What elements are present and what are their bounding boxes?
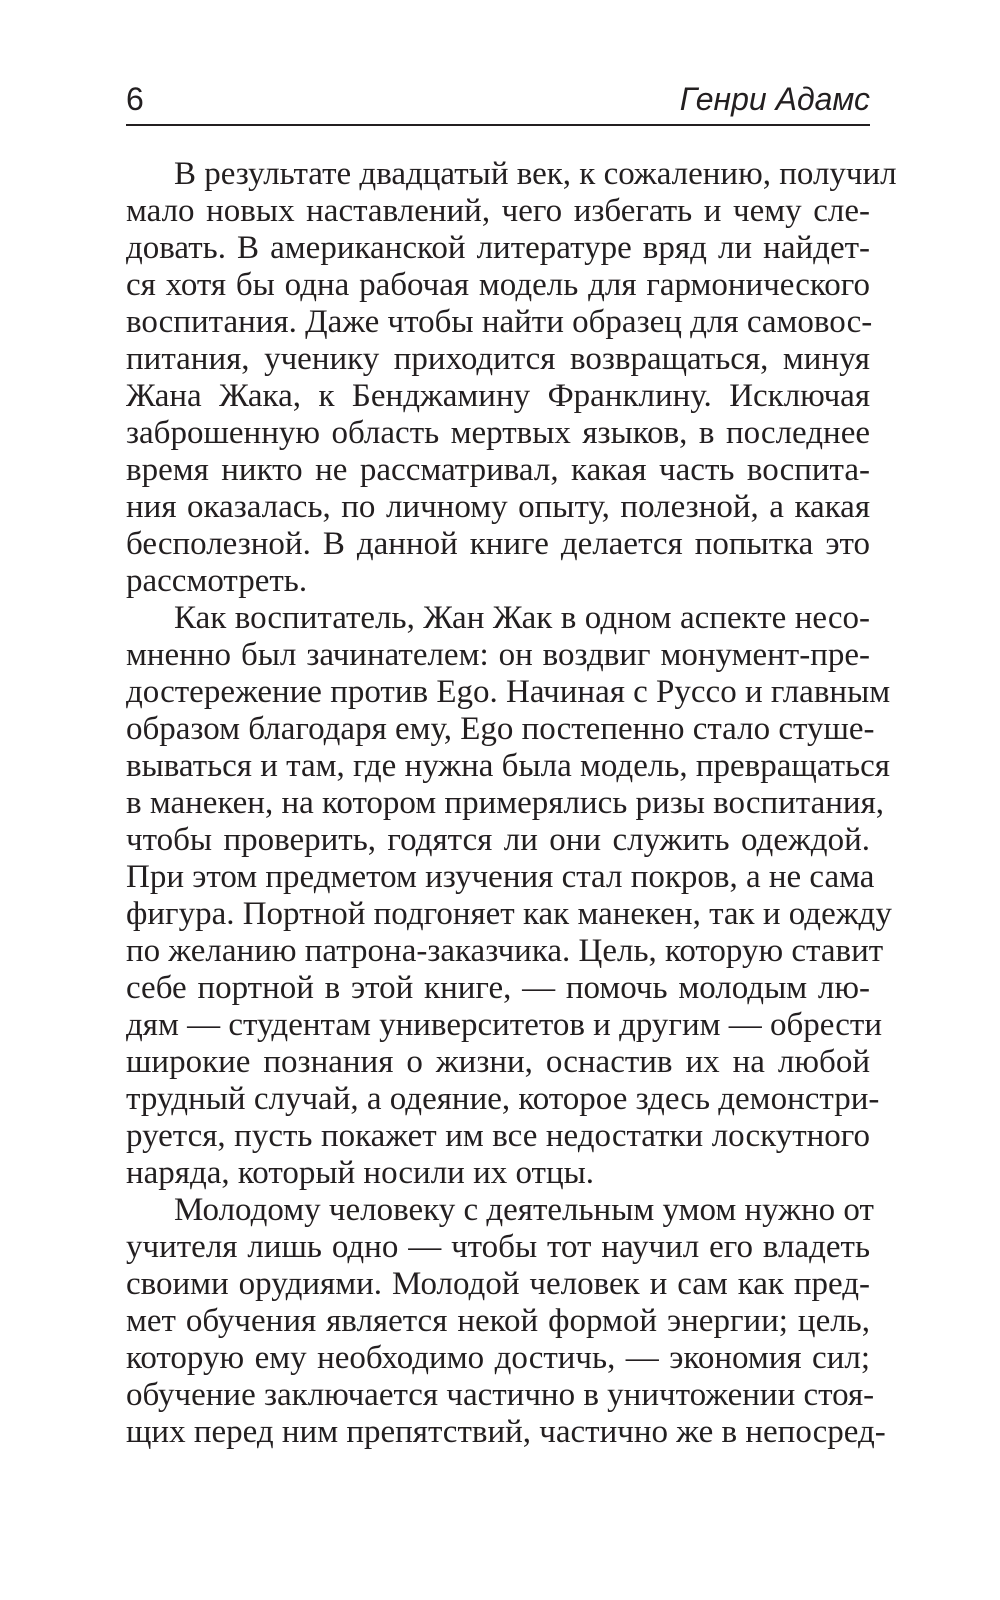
text-line: Жана Жака, к Бенджамину Франклину. Исключая	[126, 378, 870, 414]
text-line: трудный случай, а одеяние, которое здесь демонстри-	[126, 1081, 880, 1117]
text-line: питания, ученику приходится возвращаться, минуя	[126, 341, 870, 377]
text-line: бесполезной. В данной книге делается попытка это	[126, 526, 870, 562]
text-line: В результате двадцатый век, к сожалению, получил	[174, 156, 897, 192]
paragraph	[126, 156, 897, 600]
text-line: щих перед ним препятствий, частично же в непосред-	[126, 1414, 886, 1450]
text-line: ся хотя бы одна рабочая модель для гармонического	[126, 267, 870, 303]
page-number: 6	[126, 81, 144, 117]
text-line: широкие познания о жизни, оснастив их на любой	[126, 1044, 870, 1080]
text-line: наряда, который носили их отцы.	[126, 1155, 595, 1191]
text-line: которую ему необходимо достичь, — экономия сил;	[126, 1340, 870, 1376]
text-line: учителя лишь одно — чтобы тот научил его владеть	[126, 1229, 870, 1265]
text-line: мет обучения является некой формой энергии; цель,	[126, 1303, 870, 1339]
text-line: При этом предметом изучения стал покров, а не сама	[126, 859, 875, 895]
text-line: довать. В американской литературе вряд ли найдет-	[126, 230, 870, 266]
text-line: достережение против Ego. Начиная с Руссо и главным	[126, 674, 891, 710]
text-line: воспитания. Даже чтобы найти образец для самовос-	[126, 304, 873, 340]
text-line: чтобы проверить, годятся ли они служить одеждой.	[126, 822, 870, 858]
text-line: по желанию патрона-заказчика. Цель, которую ставит	[126, 933, 884, 969]
text-line: в манекен, на котором примерялись ризы воспитания,	[126, 785, 885, 821]
text-line: Молодому человеку с деятельным умом нужно от	[174, 1192, 874, 1228]
running-title: Генри Адамс	[679, 81, 870, 117]
running-header	[126, 78, 870, 126]
text-line: образом благодаря ему, Ego постепенно стало стуше-	[126, 711, 875, 747]
paragraph	[126, 600, 892, 1192]
text-line: мало новых наставлений, чего избегать и чему сле-	[126, 193, 870, 229]
text-line: своими орудиями. Молодой человек и сам как пред-	[126, 1266, 870, 1302]
text-line: ния оказалась, по личному опыту, полезной, а какая	[126, 489, 870, 525]
text-line: заброшенную область мертвых языков, в последнее	[126, 415, 870, 451]
text-line: дям — студентам университетов и другим — обрести	[126, 1007, 882, 1043]
text-line: себе портной в этой книге, — помочь молодым лю-	[126, 970, 870, 1006]
text-line: мненно был зачинателем: он воздвиг монумент-пре-	[126, 637, 870, 673]
text-line: время никто не рассматривал, какая часть воспита-	[126, 452, 870, 488]
text-line: Как воспитатель, Жан Жак в одном аспекте несо-	[174, 600, 870, 636]
body-text	[126, 156, 897, 1451]
text-line: вываться и там, где нужна была модель, превращаться	[126, 748, 890, 784]
text-line: обучение заключается частично в уничтожении стоя-	[126, 1377, 875, 1413]
text-line: руется, пусть покажет им все недостатки лоскутного	[126, 1118, 870, 1154]
text-line: фигура. Портной подгоняет как манекен, так и одежду	[126, 896, 892, 932]
text-line: рассмотреть.	[126, 563, 308, 599]
paragraph	[126, 1192, 886, 1451]
